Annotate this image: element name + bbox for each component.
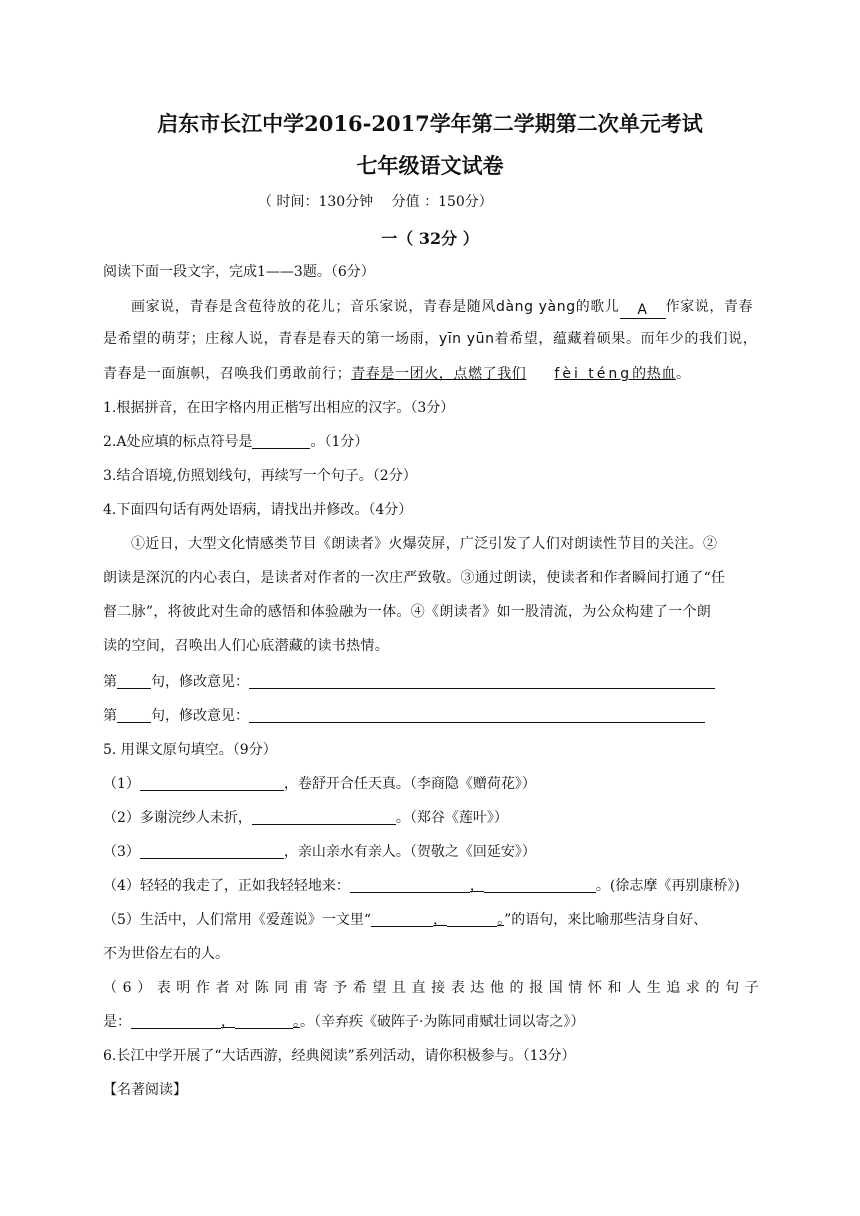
- fill-blank-6a[interactable]: [131, 1012, 221, 1029]
- part1-intro: 阅读下面一段文字，完成1——3题。（6分）: [103, 264, 375, 280]
- q4-answer-row-1: 第 句，修改意见：: [103, 672, 715, 692]
- fill-blank-4a[interactable]: [350, 876, 470, 893]
- revision-blank-2[interactable]: [249, 706, 705, 723]
- fill-blank-1[interactable]: [140, 774, 284, 791]
- q4-passage-line-4: 读的空间，召唤出人们心底潜藏的读书热情。: [103, 638, 389, 654]
- q4-passage-line-1: ①近日，大型文化情感类节目《朗读者》火爆荧屏，广泛引发了人们对朗读性节目的关注。②: [131, 536, 718, 552]
- pinyin-feiteng: fèi téng: [554, 366, 633, 382]
- fill-blank-3[interactable]: [140, 842, 284, 859]
- q4-passage-line-3: 督二脉”，将彼此对生命的感悟和体验融为一体。④《朗读者》如一股清流，为公众构建了一个朗: [103, 604, 712, 620]
- exam-title: 启东市长江中学2016-2017学年第二学期第二次单元考试: [157, 111, 703, 136]
- revision-blank-1[interactable]: [249, 672, 715, 689]
- question-1: 1.根据拼音，在田字格内用正楷写出相应的汉字。（3分）: [103, 400, 455, 416]
- exam-subtitle: 七年级语文试卷: [356, 153, 504, 178]
- underlined-sentence: 青春是一团火，点燃了我们 fèi téng的热血: [351, 366, 676, 382]
- passage-line-1: 画家说，青春是含苞待放的花儿；音乐家说，青春是随风dàng yàng的歌儿 A 作家说，青春: [131, 299, 754, 318]
- pinyin-dangyang: dàng yàng: [496, 299, 576, 315]
- q5-item-1: （1） ，卷舒开合任天真。（李商隐《赠荷花》）: [103, 776, 536, 792]
- question-2: 2.A处应填的标点符号是 。（1分）: [103, 434, 369, 450]
- pinyin-yinyun: yīn yūn: [438, 331, 495, 347]
- question-6: 6.长江中学开展了“大话西游，经典阅读”系列活动，请你积极参与。（13分）: [103, 1048, 576, 1064]
- q5-item-4: （4）轻轻的我走了，正如我轻轻地来： ， 。(徐志摩《再别康桥》): [103, 878, 740, 894]
- answer-blank-q2[interactable]: [252, 432, 310, 449]
- passage-line-2: 是希望的萌芽；庄稼人说，青春是春天的第一场雨，yīn yūn着希望，蕴藏着硕果。而年少的我们说，: [103, 331, 758, 347]
- question-4: 4.下面四句话有两处语病，请找出并修改。（4分）: [103, 502, 413, 518]
- q5-item-6-cont: 是： ， 。。（辛弃疾《破阵子·为陈同甫赋壮词以寄之》）: [103, 1014, 585, 1030]
- question-3: 3.结合语境,仿照划线句，再续写一个句子。（2分）: [103, 468, 417, 484]
- q5-item-5: （5）生活中，人们常用《爱莲说》一文里“ ， 。”的语句，来比喻那些洁身自好、: [103, 912, 708, 928]
- fill-blank-6b[interactable]: [235, 1012, 293, 1029]
- sentence-number-blank-2[interactable]: [117, 706, 151, 723]
- q4-passage-line-2: 朗读是深沉的内心表白，是读者对作者的一次庄严致敬。③通过朗读，使读者和作者瞬间打通了“任: [103, 570, 726, 586]
- fill-blank-4b[interactable]: [484, 876, 596, 893]
- fill-blank-5a[interactable]: [371, 910, 433, 927]
- q6-subheading: 【名著阅读】: [103, 1082, 187, 1098]
- question-5: 5. 用课文原句填空。（9分）: [103, 742, 277, 758]
- q5-item-5-cont: 不为世俗左右的人。: [103, 946, 229, 962]
- q5-item-3: （3） ，亲山亲水有亲人。（贺敬之《回延安》）: [103, 844, 536, 860]
- section-heading: 一（ 32分 ）: [381, 229, 479, 248]
- fill-blank-5b[interactable]: [447, 910, 497, 927]
- q4-answer-row-2: 第 句，修改意见：: [103, 706, 705, 726]
- q5-item-6: （6）表明作者对陈同甫寄予希望且直接表达他的报国情怀和人生追求的句子: [103, 980, 765, 996]
- fill-blank-2[interactable]: [252, 808, 396, 825]
- q5-item-2: （2）多谢浣纱人未折， 。（郑谷《莲叶》）: [103, 810, 508, 826]
- sentence-number-blank-1[interactable]: [117, 672, 151, 689]
- exam-info: （ 时间：130分钟 分值 ：150分）: [258, 194, 493, 210]
- blank-a: A: [620, 302, 666, 319]
- passage-line-3: 青春是一面旗帜，召唤我们勇敢前行；青春是一团火，点燃了我们 fèi téng的热血。: [103, 366, 691, 382]
